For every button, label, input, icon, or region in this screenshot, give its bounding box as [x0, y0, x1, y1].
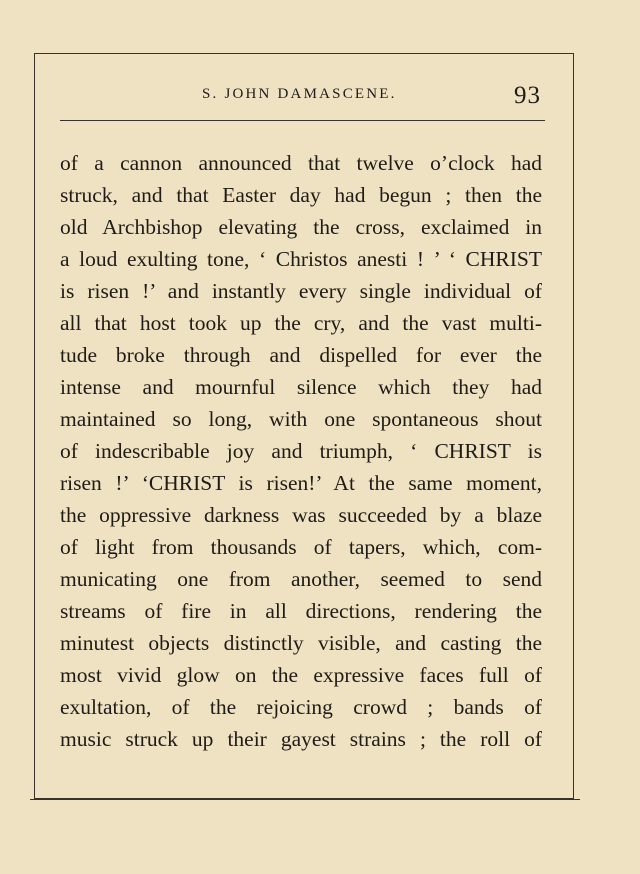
text-line: minutest objects distinctly visible, and casting the: [60, 631, 542, 655]
text-line: all that host took up the cry, and the vast multi-: [60, 311, 542, 335]
text-line: old Archbishop elevating the cross, exclaimed in: [60, 215, 542, 239]
text-line: streams of fire in all directions, rendering the: [60, 599, 542, 623]
text-line: the oppressive darkness was succeeded by a blaze: [60, 503, 542, 527]
text-line: of indescribable joy and triumph, ‘ CHRIST is: [60, 439, 542, 463]
text-line: music struck up their gayest strains ; the roll of: [60, 727, 542, 751]
body-text: [60, 147, 542, 755]
text-line: most vivid glow on the expressive faces full of: [60, 663, 542, 687]
text-line: of light from thousands of tapers, which, com-: [60, 535, 542, 559]
text-line: is risen !’ and instantly every single individual of: [60, 279, 542, 303]
text-line: a loud exulting tone, ‘ Christos anesti ! ’ ‘ CHRIST: [60, 247, 542, 271]
text-line: struck, and that Easter day had begun ; then the: [60, 183, 542, 207]
text-line: risen !’ ‘CHRIST is risen!’ At the same moment,: [60, 471, 542, 495]
text-line: tude broke through and dispelled for ever the: [60, 343, 542, 367]
text-line: of a cannon announced that twelve o’clock had: [60, 151, 542, 175]
text-line: intense and mournful silence which they had: [60, 375, 542, 399]
text-line: maintained so long, with one spontaneous shout: [60, 407, 542, 431]
running-head: [60, 82, 545, 112]
page-bottom-rule: [30, 799, 580, 800]
text-line: municating one from another, seemed to send: [60, 567, 542, 591]
header-rule: [60, 120, 545, 121]
running-title: S. JOHN DAMASCENE.: [202, 86, 397, 102]
text-line: exultation, of the rejoicing crowd ; bands of: [60, 695, 542, 719]
page-number: 93: [514, 82, 541, 109]
